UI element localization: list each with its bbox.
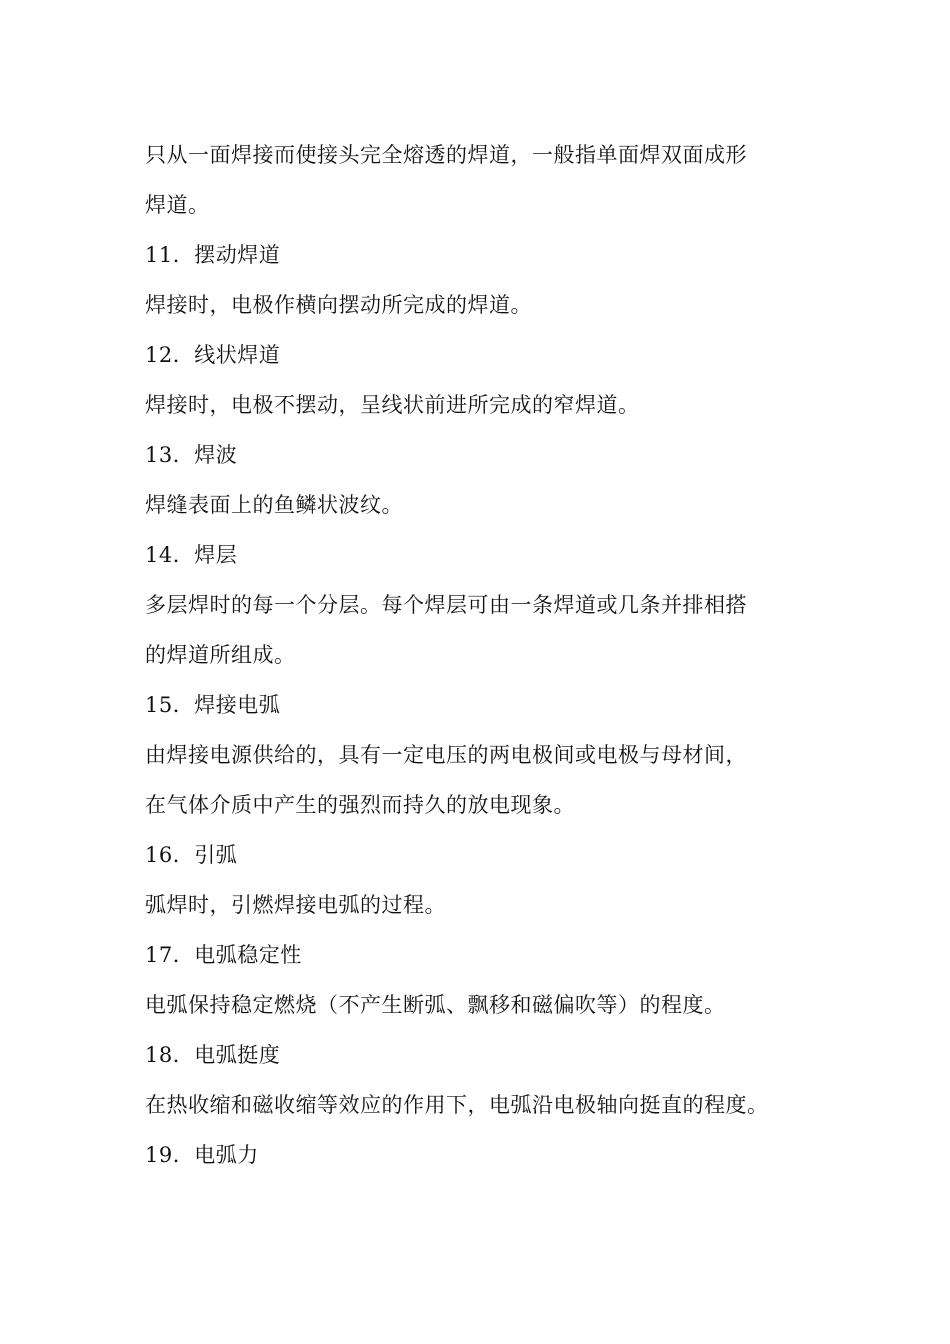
paragraph-line: 焊道。	[145, 193, 210, 217]
term-heading: 14．焊层	[145, 543, 238, 567]
document-body	[145, 130, 845, 1180]
paragraph-line: 弧焊时，引燃焊接电弧的过程。	[145, 893, 446, 917]
paragraph-line: 的焊道所组成。	[145, 643, 296, 667]
term-heading: 11．摆动焊道	[145, 243, 281, 267]
term-heading: 16．引弧	[145, 843, 238, 867]
term-heading: 15．焊接电弧	[145, 693, 281, 717]
paragraph-line: 焊接时，电极作横向摆动所完成的焊道。	[145, 293, 532, 317]
paragraph-line: 由焊接电源供给的，具有一定电压的两电极间或电极与母材间，	[145, 743, 747, 767]
paragraph-line: 焊接时，电极不摆动，呈线状前进所完成的窄焊道。	[145, 393, 640, 417]
term-heading: 18．电弧挺度	[145, 1043, 281, 1067]
paragraph-line: 电弧保持稳定燃烧（不产生断弧、飘移和磁偏吹等）的程度。	[145, 993, 726, 1017]
paragraph-line: 在气体介质中产生的强烈而持久的放电现象。	[145, 793, 575, 817]
term-heading: 17．电弧稳定性	[145, 943, 302, 967]
paragraph-line: 多层焊时的每一个分层。每个焊层可由一条焊道或几条并排相搭	[145, 593, 747, 617]
paragraph-line: 只从一面焊接而使接头完全熔透的焊道，一般指单面焊双面成形	[145, 143, 747, 167]
term-heading: 19．电弧力	[145, 1143, 259, 1167]
paragraph-line: 在热收缩和磁收缩等效应的作用下，电弧沿电极轴向挺直的程度。	[145, 1093, 769, 1117]
term-heading: 13．焊波	[145, 443, 238, 467]
term-heading: 12．线状焊道	[145, 343, 281, 367]
paragraph-line: 焊缝表面上的鱼鳞状波纹。	[145, 493, 403, 517]
